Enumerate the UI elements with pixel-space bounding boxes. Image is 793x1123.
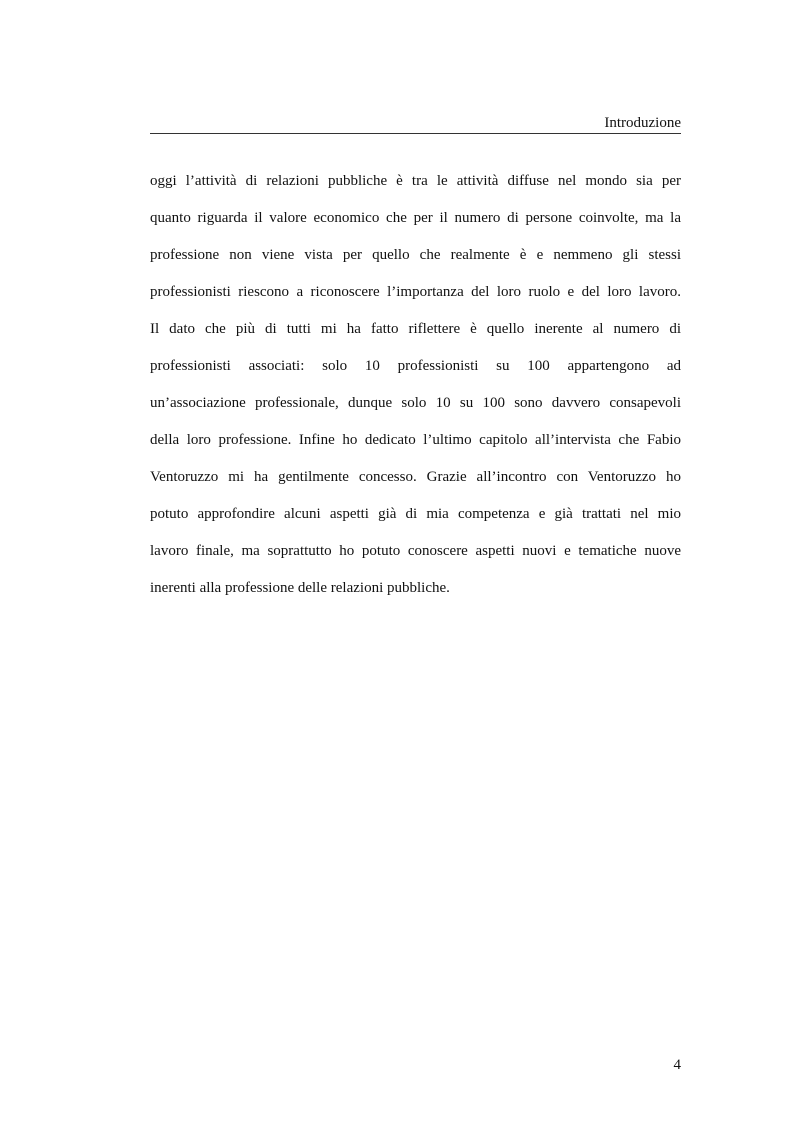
text-line: Ventoruzzo mi ha gentilmente concesso. Grazie all’incontro con Ventoruzzo ho [150, 469, 681, 485]
text-line: inerenti alla professione delle relazioni pubbliche. [150, 580, 450, 596]
text-line: un’associazione professionale, dunque solo 10 su 100 sono davvero consapevoli [150, 395, 681, 411]
running-header [150, 113, 681, 134]
text-line: professionisti riescono a riconoscere l’importanza del loro ruolo e del loro lavoro. [150, 284, 681, 300]
text-line: professione non viene vista per quello che realmente è e nemmeno gli stessi [150, 247, 681, 263]
text-line: oggi l’attività di relazioni pubbliche è tra le attività diffuse nel mondo sia per [150, 173, 681, 189]
section-title: Introduzione [604, 115, 681, 131]
text-line: della loro professione. Infine ho dedicato l’ultimo capitolo all’intervista che Fabio [150, 432, 681, 448]
text-line: potuto approfondire alcuni aspetti già di mia competenza e già trattati nel mio [150, 506, 681, 522]
text-line: lavoro finale, ma soprattutto ho potuto conoscere aspetti nuovi e tematiche nuove [150, 543, 681, 559]
text-line: Il dato che più di tutti mi ha fatto riflettere è quello inerente al numero di [150, 321, 681, 337]
page-number: 4 [673, 1057, 681, 1073]
text-line: quanto riguarda il valore economico che per il numero di persone coinvolte, ma la [150, 210, 681, 226]
text-line: professionisti associati: solo 10 professionisti su 100 appartengono ad [150, 358, 681, 374]
body-paragraph [150, 163, 681, 607]
